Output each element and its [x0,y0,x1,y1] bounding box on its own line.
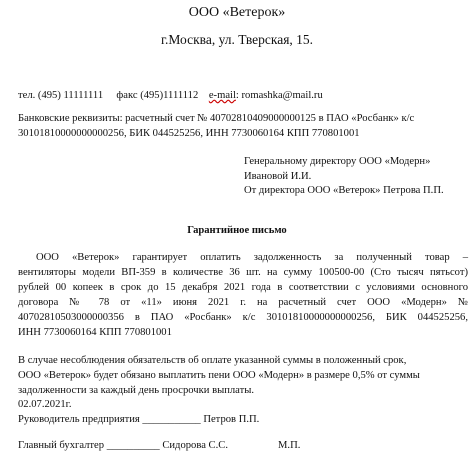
bank-details-line-1: Банковские реквизиты: расчетный счет № 40702810409000000125 в ПАО «Росбанк» к/с [18,113,415,124]
head-signature: Руководитель предприятия ___________ Петров П.П. [18,414,260,425]
document-title: Гарантийное письмо [187,225,287,236]
body-p1-line: 40702810503000000356 в ПАО «Росбанк» к/с 30101810000000000256, БИК 044525256, [18,312,468,323]
body-p1-line: договора № 78 от «11» июня 2021 г. на расчетный счет ООО «Модерн» № [18,297,468,308]
body-p2-line: В случае несоблюдения обязательств об оплате указанной суммы в положенный срок, [18,355,407,366]
fax: факс (495)1111112 [116,90,199,101]
seal-placeholder: М.П. [278,440,301,451]
body-p1-line: рублей 00 копеек в срок до 15 декабря 2021 года в соответствии с условиями основного [18,282,468,293]
email-value: : romashka@mail.ru [235,90,323,101]
body-p2-line: ООО «Ветерок» будет обязано выплатить пени ООО «Модерн» в размере 0,5% от суммы [18,370,420,381]
body-p1-line: вентиляторы модели ВП-359 в количестве 36 шт. на сумму 100500-00 (Сто тысяч пятьсот) [18,267,468,278]
letter-date: 02.07.2021г. [18,399,72,410]
contacts-line [18,91,323,102]
company-address: г.Москва, ул. Тверская, 15. [160,32,314,47]
body-p2-line: задолженности за каждый день просрочки выплаты. [18,385,255,396]
body-p1-line: ООО «Ветерок» гарантирует оплатить задолженность за полученный товар – [36,252,468,263]
email-label: e-mail [208,90,236,101]
phone: тел. (495) 11111111 [18,90,104,101]
accountant-signature: Главный бухгалтер __________ Сидорова С.С. [18,440,228,451]
body-p1-line: ИНН 7730060164 КПП 770801001 [18,327,172,338]
recipient-line-1: Генеральному директору ООО «Модерн» [244,156,431,167]
company-name: ООО «Ветерок» [188,5,286,20]
bank-details-line-2: 30101810000000000256, БИК 044525256, ИНН 7730060164 КПП 770801001 [18,128,360,139]
recipient-line-2: Ивановой И.И. [244,171,312,182]
sender-line: От директора ООО «Ветерок» Петрова П.П. [244,185,444,196]
